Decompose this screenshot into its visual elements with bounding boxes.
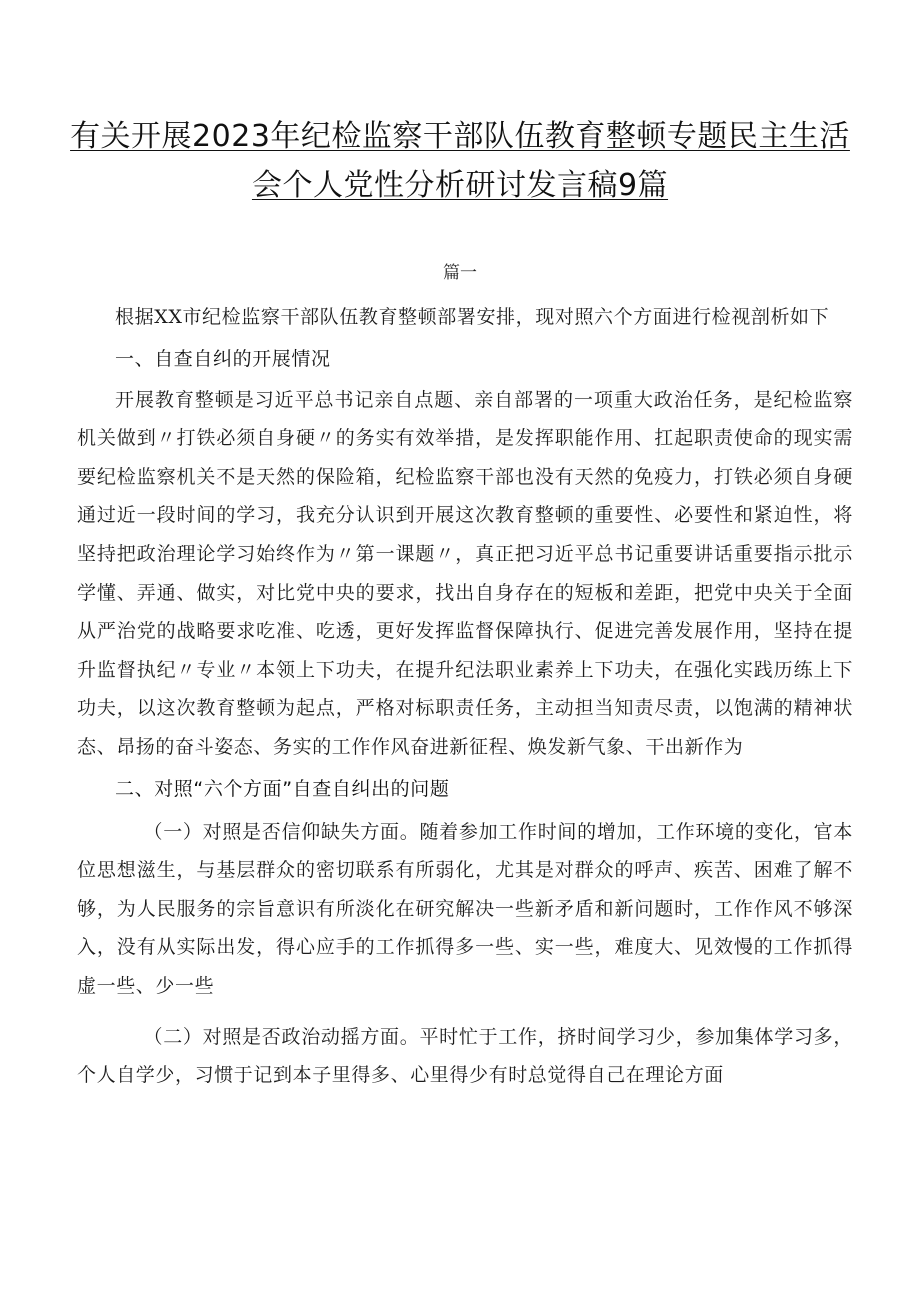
- heading-self-inspection: 一、自查自纠的开展情况: [115, 347, 331, 370]
- intro-paragraph: 根据XX市纪检监察干部队伍教育整顿部署安排，现对照六个方面进行检视剖析如下: [115, 306, 830, 328]
- paragraph-faith: （一）对照是否信仰缺失方面。随着参加工作时间的增加，工作环境的变化，官本位思想滋生，与基层群众的密切联系有所弱化，尤其是对群众的呼声、疾苦、困难了解不够，为人民服务的宗旨意识有所淡化在研究解决一些新矛盾和新问题时，工作作风不够深入，没有从实际出发，得心应手的工作抓得多一些、实一些，难度大、见效慢的工作抓得虚一些、少一些: [77, 820, 853, 997]
- section-label: 篇一: [443, 263, 477, 283]
- heading-problems: 二、对照“六个方面”自查自纠出的问题: [115, 777, 450, 800]
- paragraph-self-inspection: 开展教育整顿是习近平总书记亲自点题、亲自部署的一项重大政治任务，是纪检监察机关做到〃打铁必须自身硬〃的务实有效举措，是发挥职能作用、扛起职责使命的现实需要纪检监察机关不是天然的保险箱，纪检监察干部也没有天然的免疫力，打铁必须自身硬通过近一段时间的学习，我充分认识到开展这次教育整顿的重要性、必要性和紧迫性，将坚持把政治理论学习始终作为〃第一课题〃，真正把习近平总书记重要讲话重要指示批示学懂、弄通、做实，对比党中央的要求，找出自身存在的短板和差距，把党中央关于全面从严治党的战略要求吃准、吃透，更好发挥监督保障执行、促进完善发展作用，坚持在提升监督执纪〃专业〃本领上下功夫，在提升纪法职业素养上下功夫，在强化实践历练上下功夫，以这次教育整顿为起点，严格对标职责任务，主动担当知责尽责，以饱满的精神状态、昂扬的奋斗姿态、务实的工作作风奋进新征程、焕发新气象、干出新作为: [77, 388, 853, 758]
- document-body: [77, 298, 853, 1095]
- document-title: 有关开展2023年纪检监察干部队伍教育整顿专题民主生活会个人党性分析研讨发言稿9篇: [70, 119, 850, 203]
- paragraph-politics: （二）对照是否政治动摇方面。平时忙于工作，挤时间学习少，参加集体学习多，个人自学少，习惯于记到本子里得多、心里得少有时总觉得自己在理论方面: [77, 1025, 853, 1087]
